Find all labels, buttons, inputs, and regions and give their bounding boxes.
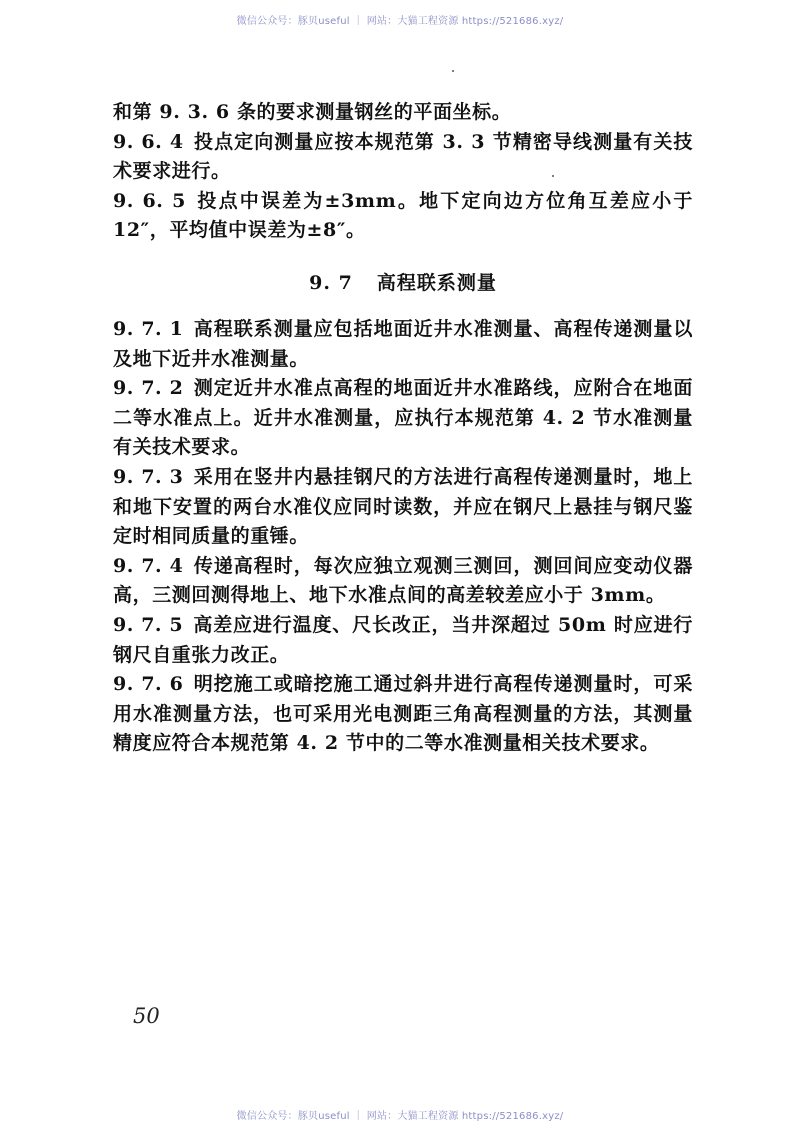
- section-number: 9. 7: [309, 271, 353, 294]
- clause-number: 9. 6. 4: [113, 130, 184, 153]
- section-title: 高程联系测量: [376, 271, 497, 294]
- clause-text: 传递高程时，每次应独立观测三测回，测回间应变动仪器高，三测回测得地上、地下水准点间的高差较差应小于 3mm。: [113, 554, 693, 607]
- watermark-bottom: 微信公众号：豚贝useful ｜ 网站：大猫工程资源 https://521686.xyz/: [236, 1111, 564, 1122]
- scan-speck: [452, 70, 454, 72]
- clause-9-7-2: [113, 374, 693, 463]
- clause-9-6-5: [113, 187, 693, 246]
- clause-text: 投点定向测量应按本规范第 3. 3 节精密导线测量有关技术要求进行。: [113, 130, 693, 183]
- clause-number: 9. 6. 5: [113, 189, 186, 212]
- clause-text: 采用在竖井内悬挂钢尺的方法进行高程传递测量时，地上和地下安置的两台水准仪应同时读数，并应在钢尺上悬挂与钢尺鉴定时相同质量的重锤。: [113, 465, 693, 548]
- clause-9-7-3: [113, 463, 693, 552]
- clause-9-7-1: [113, 315, 693, 374]
- clause-9-7-6: [113, 670, 693, 759]
- clause-text: 测定近井水准点高程的地面近井水准路线，应附合在地面二等水准点上。近井水准测量，应执行本规范第 4. 2 节水准测量有关技术要求。: [113, 377, 693, 459]
- clause-text: 投点中误差为±3mm。地下定向边方位角互差应小于12″，平均值中误差为±8″。: [113, 189, 694, 242]
- page-number: 50: [133, 1004, 160, 1028]
- clause-number: 9. 7. 5: [113, 613, 184, 636]
- watermark-top: 微信公众号：豚贝useful ｜ 网站：大猫工程资源 https://521686.xyz/: [236, 16, 564, 27]
- document-body: [113, 98, 693, 759]
- clause-text: 明挖施工或暗挖施工通过斜井进行高程传递测量时，可采用水准测量方法，也可采用光电测距三角高程测量的方法，其测量精度应符合本规范第 4. 2 节中的二等水准测量相关技术要求。: [113, 673, 693, 755]
- clause-text: 高程联系测量应包括地面近井水准测量、高程传递测量以及地下近井水准测量。: [113, 317, 693, 370]
- intro-line: 和第 9. 3. 6 条的要求测量钢丝的平面坐标。: [113, 101, 512, 123]
- clause-number: 9. 7. 3: [113, 465, 184, 488]
- clause-9-7-4: [113, 552, 693, 611]
- clause-number: 9. 7. 6: [113, 673, 184, 696]
- scan-speck: [552, 175, 554, 177]
- section-heading: [113, 268, 693, 295]
- clause-number: 9. 7. 1: [113, 317, 184, 340]
- clause-9-7-5: [113, 611, 693, 670]
- clause-number: 9. 7. 4: [113, 554, 184, 577]
- clause-text: 高差应进行温度、尺长改正，当井深超过 50m 时应进行钢尺自重张力改正。: [113, 613, 693, 666]
- clause-number: 9. 7. 2: [113, 377, 184, 400]
- clause-9-6-4: [113, 128, 693, 187]
